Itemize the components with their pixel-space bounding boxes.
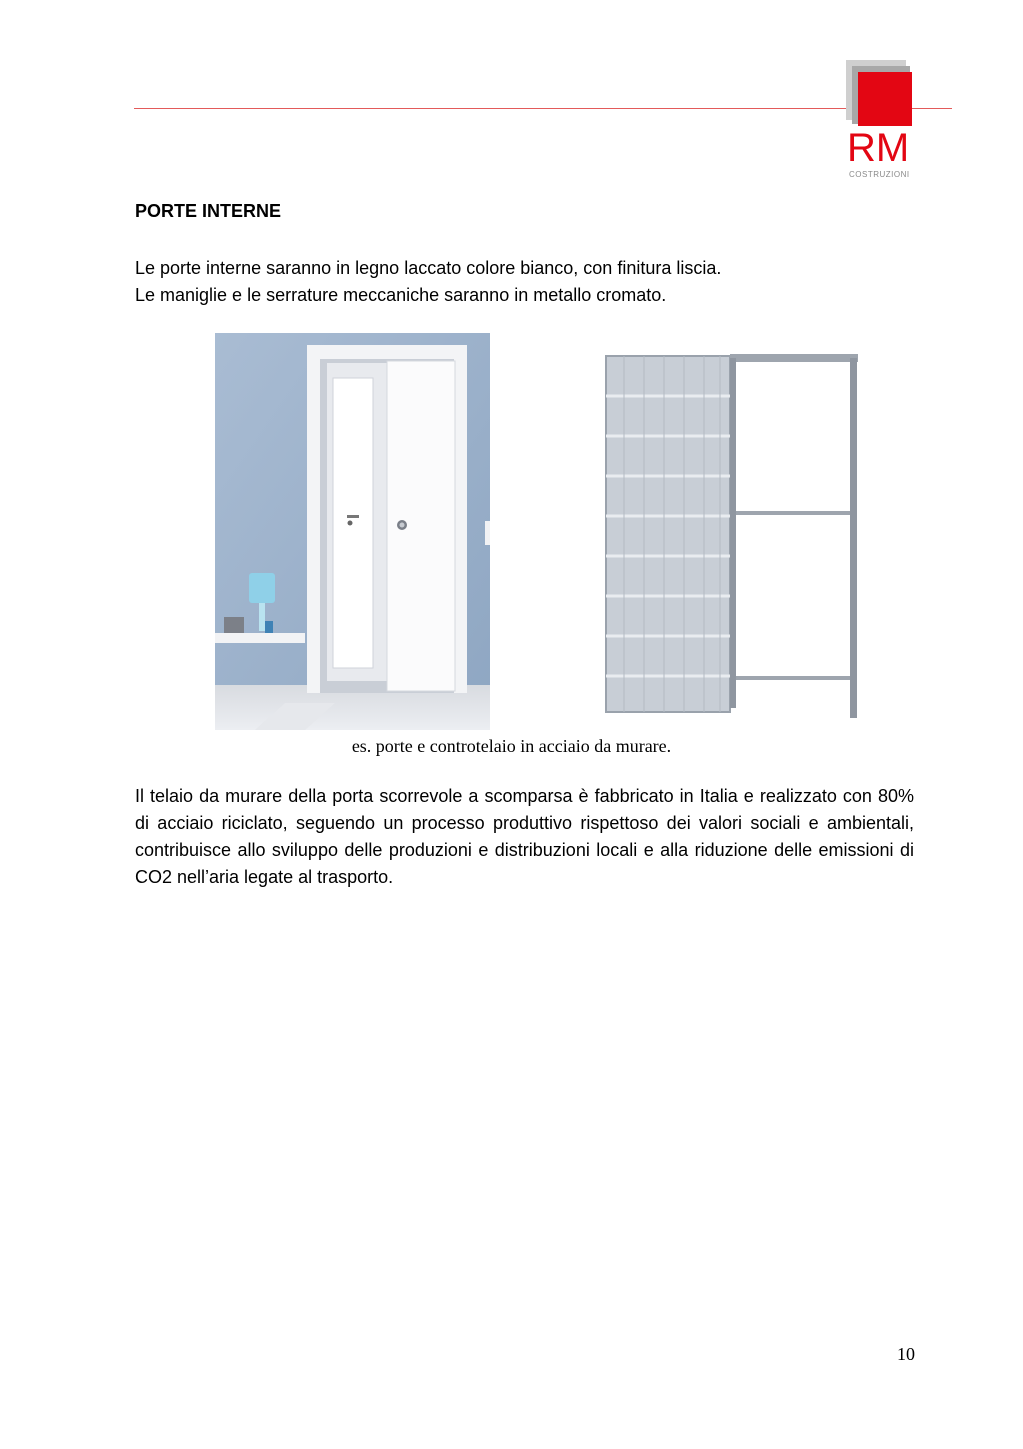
section-title: PORTE INTERNE: [135, 201, 282, 221]
intro-line: Le maniglie e le serrature meccaniche saranno in metallo cromato.: [135, 285, 667, 305]
logo-square-front: [858, 72, 912, 126]
header-rule: [134, 108, 952, 109]
intro-line: Le porte interne saranno in legno laccato colore bianco, con finitura liscia.: [135, 258, 722, 278]
page-number: 10: [897, 1344, 915, 1364]
sliding-door-photo: [215, 333, 490, 730]
counterframe-photo: [600, 348, 865, 718]
logo-subtitle: COSTRUZIONI: [849, 170, 910, 179]
body-paragraph: Il telaio da murare della porta scorrevole a scomparsa è fabbricato in Italia e realizzato con 80% di acciaio riciclato, seguendo un processo produttivo rispettoso dei valori sociali e ambientali, contribuisce allo sviluppo delle produzioni e distribuzioni locali e alla riduzione delle emissioni di CO2 nell’aria legate al trasporto.: [135, 786, 914, 887]
figure-caption: es. porte e controtelaio in acciaio da murare.: [351, 736, 672, 756]
company-logo: [842, 60, 912, 182]
intro-text: [135, 255, 721, 309]
logo-mark: RM: [847, 126, 910, 170]
